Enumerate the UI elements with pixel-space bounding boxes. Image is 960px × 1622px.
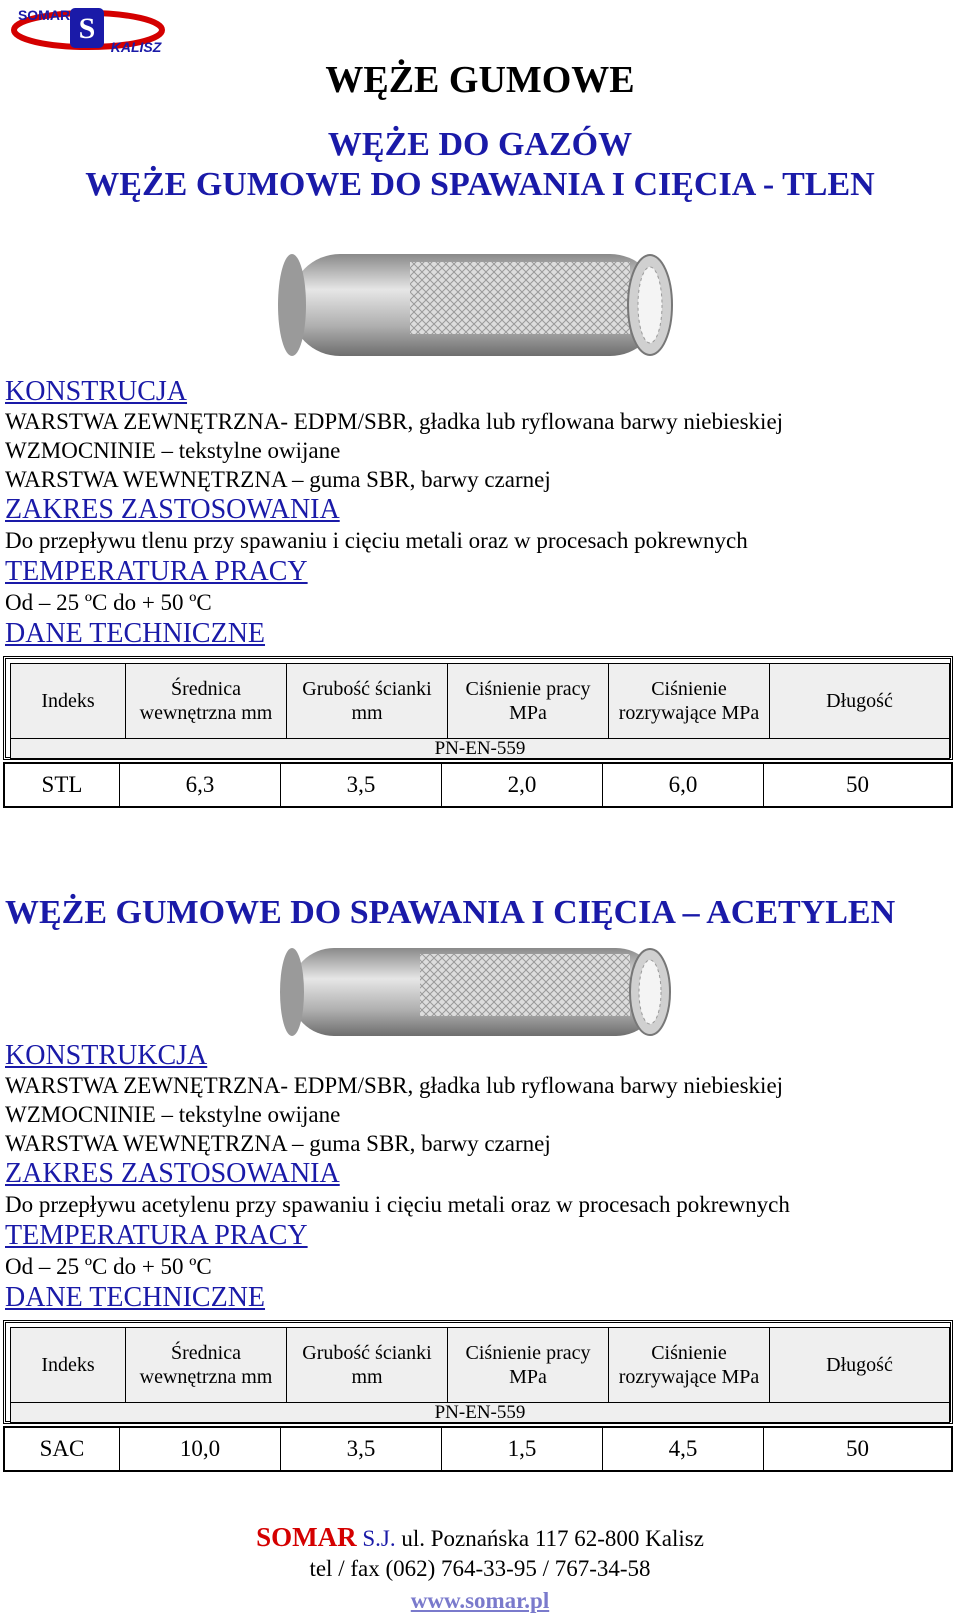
norm-label: PN-EN-559 bbox=[10, 1403, 950, 1423]
page-title: WĘŻE GUMOWE bbox=[325, 59, 635, 101]
header-cell: Ciśnienie rozrywające MPa bbox=[609, 1328, 770, 1402]
section-acetylene bbox=[5, 1040, 955, 1313]
footer-url-wrap bbox=[0, 1588, 960, 1614]
header-cell: Długość bbox=[826, 690, 893, 712]
table-header bbox=[3, 1320, 953, 1424]
table-cell: 2,0 bbox=[442, 764, 603, 806]
construction-line: WARSTWA ZEWNĘTRZNA- EDPM/SBR, gładka lub ryflowana barwy niebieskiej bbox=[5, 1073, 784, 1098]
tech-data-heading: DANE TECHNICZNE bbox=[5, 618, 266, 649]
footer-company-form: S.J. bbox=[362, 1526, 396, 1551]
logo-text-bottom: KALISZ bbox=[110, 39, 162, 55]
footer-brand: SOMAR bbox=[256, 1522, 357, 1552]
section-oxygen bbox=[5, 376, 955, 649]
header-cell: Długość bbox=[826, 1354, 893, 1376]
construction-line: WARSTWA WEWNĘTRZNA – guma SBR, barwy czarnej bbox=[5, 467, 551, 492]
construction-heading: KONSTRUKCJA bbox=[5, 1040, 208, 1071]
temperature-heading: TEMPERATURA PRACY bbox=[5, 1220, 308, 1251]
tech-data-heading: DANE TECHNICZNE bbox=[5, 1282, 266, 1313]
temperature-heading: TEMPERATURA PRACY bbox=[5, 556, 308, 587]
footer-address-line bbox=[0, 1522, 960, 1553]
logo-text-top: SOMAR bbox=[17, 7, 71, 23]
header-cell: Indeks bbox=[11, 1328, 126, 1402]
temperature-text: Od – 25 ºC do + 50 ºC bbox=[5, 590, 212, 615]
norm-label: PN-EN-559 bbox=[10, 739, 950, 759]
construction-heading: KONSTRUCJA bbox=[5, 376, 188, 407]
footer-phone: tel / fax (062) 764-33-95 / 767-34-58 bbox=[309, 1556, 651, 1581]
table-cell: SAC bbox=[5, 1428, 120, 1470]
header-cell: Ciśnienie pracy MPa bbox=[448, 1328, 609, 1402]
subtitle-oxygen-hose: WĘŻE GUMOWE DO SPAWANIA I CIĘCIA - TLEN bbox=[85, 166, 875, 203]
header-cell: Średnica wewnętrzna mm bbox=[126, 664, 287, 738]
header-cell: Grubość ścianki mm bbox=[287, 1328, 448, 1402]
table-row bbox=[3, 1426, 953, 1472]
svg-text:S: S bbox=[78, 12, 96, 45]
footer-address: ul. Poznańska 117 62-800 Kalisz bbox=[401, 1526, 704, 1551]
construction-line: WARSTWA WEWNĘTRZNA – guma SBR, barwy czarnej bbox=[5, 1131, 551, 1156]
table-cell: 1,5 bbox=[442, 1428, 603, 1470]
table-row bbox=[3, 762, 953, 808]
table-cell: 50 bbox=[846, 772, 869, 797]
footer-website-link[interactable]: www.somar.pl bbox=[410, 1588, 550, 1613]
section-title-acetylene: WĘŻE GUMOWE DO SPAWANIA I CIĘCIA – ACETYLEN bbox=[5, 894, 896, 931]
table-cell: 3,5 bbox=[281, 764, 442, 806]
table-cell: 50 bbox=[846, 1436, 869, 1461]
table-cell: STL bbox=[5, 764, 120, 806]
usage-heading: ZAKRES ZASTOSOWANIA bbox=[5, 1158, 340, 1189]
header-cell: Ciśnienie rozrywające MPa bbox=[609, 664, 770, 738]
temperature-text: Od – 25 ºC do + 50 ºC bbox=[5, 1254, 212, 1279]
header-cell: Indeks bbox=[11, 664, 126, 738]
table-cell: 4,5 bbox=[603, 1428, 764, 1470]
hose-image-acetylene bbox=[270, 938, 690, 1051]
construction-line: WZMOCNINIE – tekstylne owijane bbox=[5, 438, 341, 463]
table-cell: 10,0 bbox=[120, 1428, 281, 1470]
hose-image-oxygen bbox=[270, 240, 690, 375]
usage-heading: ZAKRES ZASTOSOWANIA bbox=[5, 494, 340, 525]
table-cell: 3,5 bbox=[281, 1428, 442, 1470]
construction-line: WARSTWA ZEWNĘTRZNA- EDPM/SBR, gładka lub ryflowana barwy niebieskiej bbox=[5, 409, 784, 434]
usage-text: Do przepływu acetylenu przy spawaniu i cięciu metali oraz w procesach pokrewnych bbox=[5, 1192, 790, 1217]
subtitle-gases: WĘŻE DO GAZÓW bbox=[327, 126, 633, 163]
header-cell: Grubość ścianki mm bbox=[287, 664, 448, 738]
somar-logo bbox=[8, 4, 168, 56]
table-cell: 6,3 bbox=[120, 764, 281, 806]
header-cell: Ciśnienie pracy MPa bbox=[448, 664, 609, 738]
usage-text: Do przepływu tlenu przy spawaniu i cięciu metali oraz w procesach pokrewnych bbox=[5, 528, 748, 553]
table-cell: 6,0 bbox=[603, 764, 764, 806]
table-header bbox=[3, 656, 953, 760]
header-cell: Średnica wewnętrzna mm bbox=[126, 1328, 287, 1402]
construction-line: WZMOCNINIE – tekstylne owijane bbox=[5, 1102, 341, 1127]
